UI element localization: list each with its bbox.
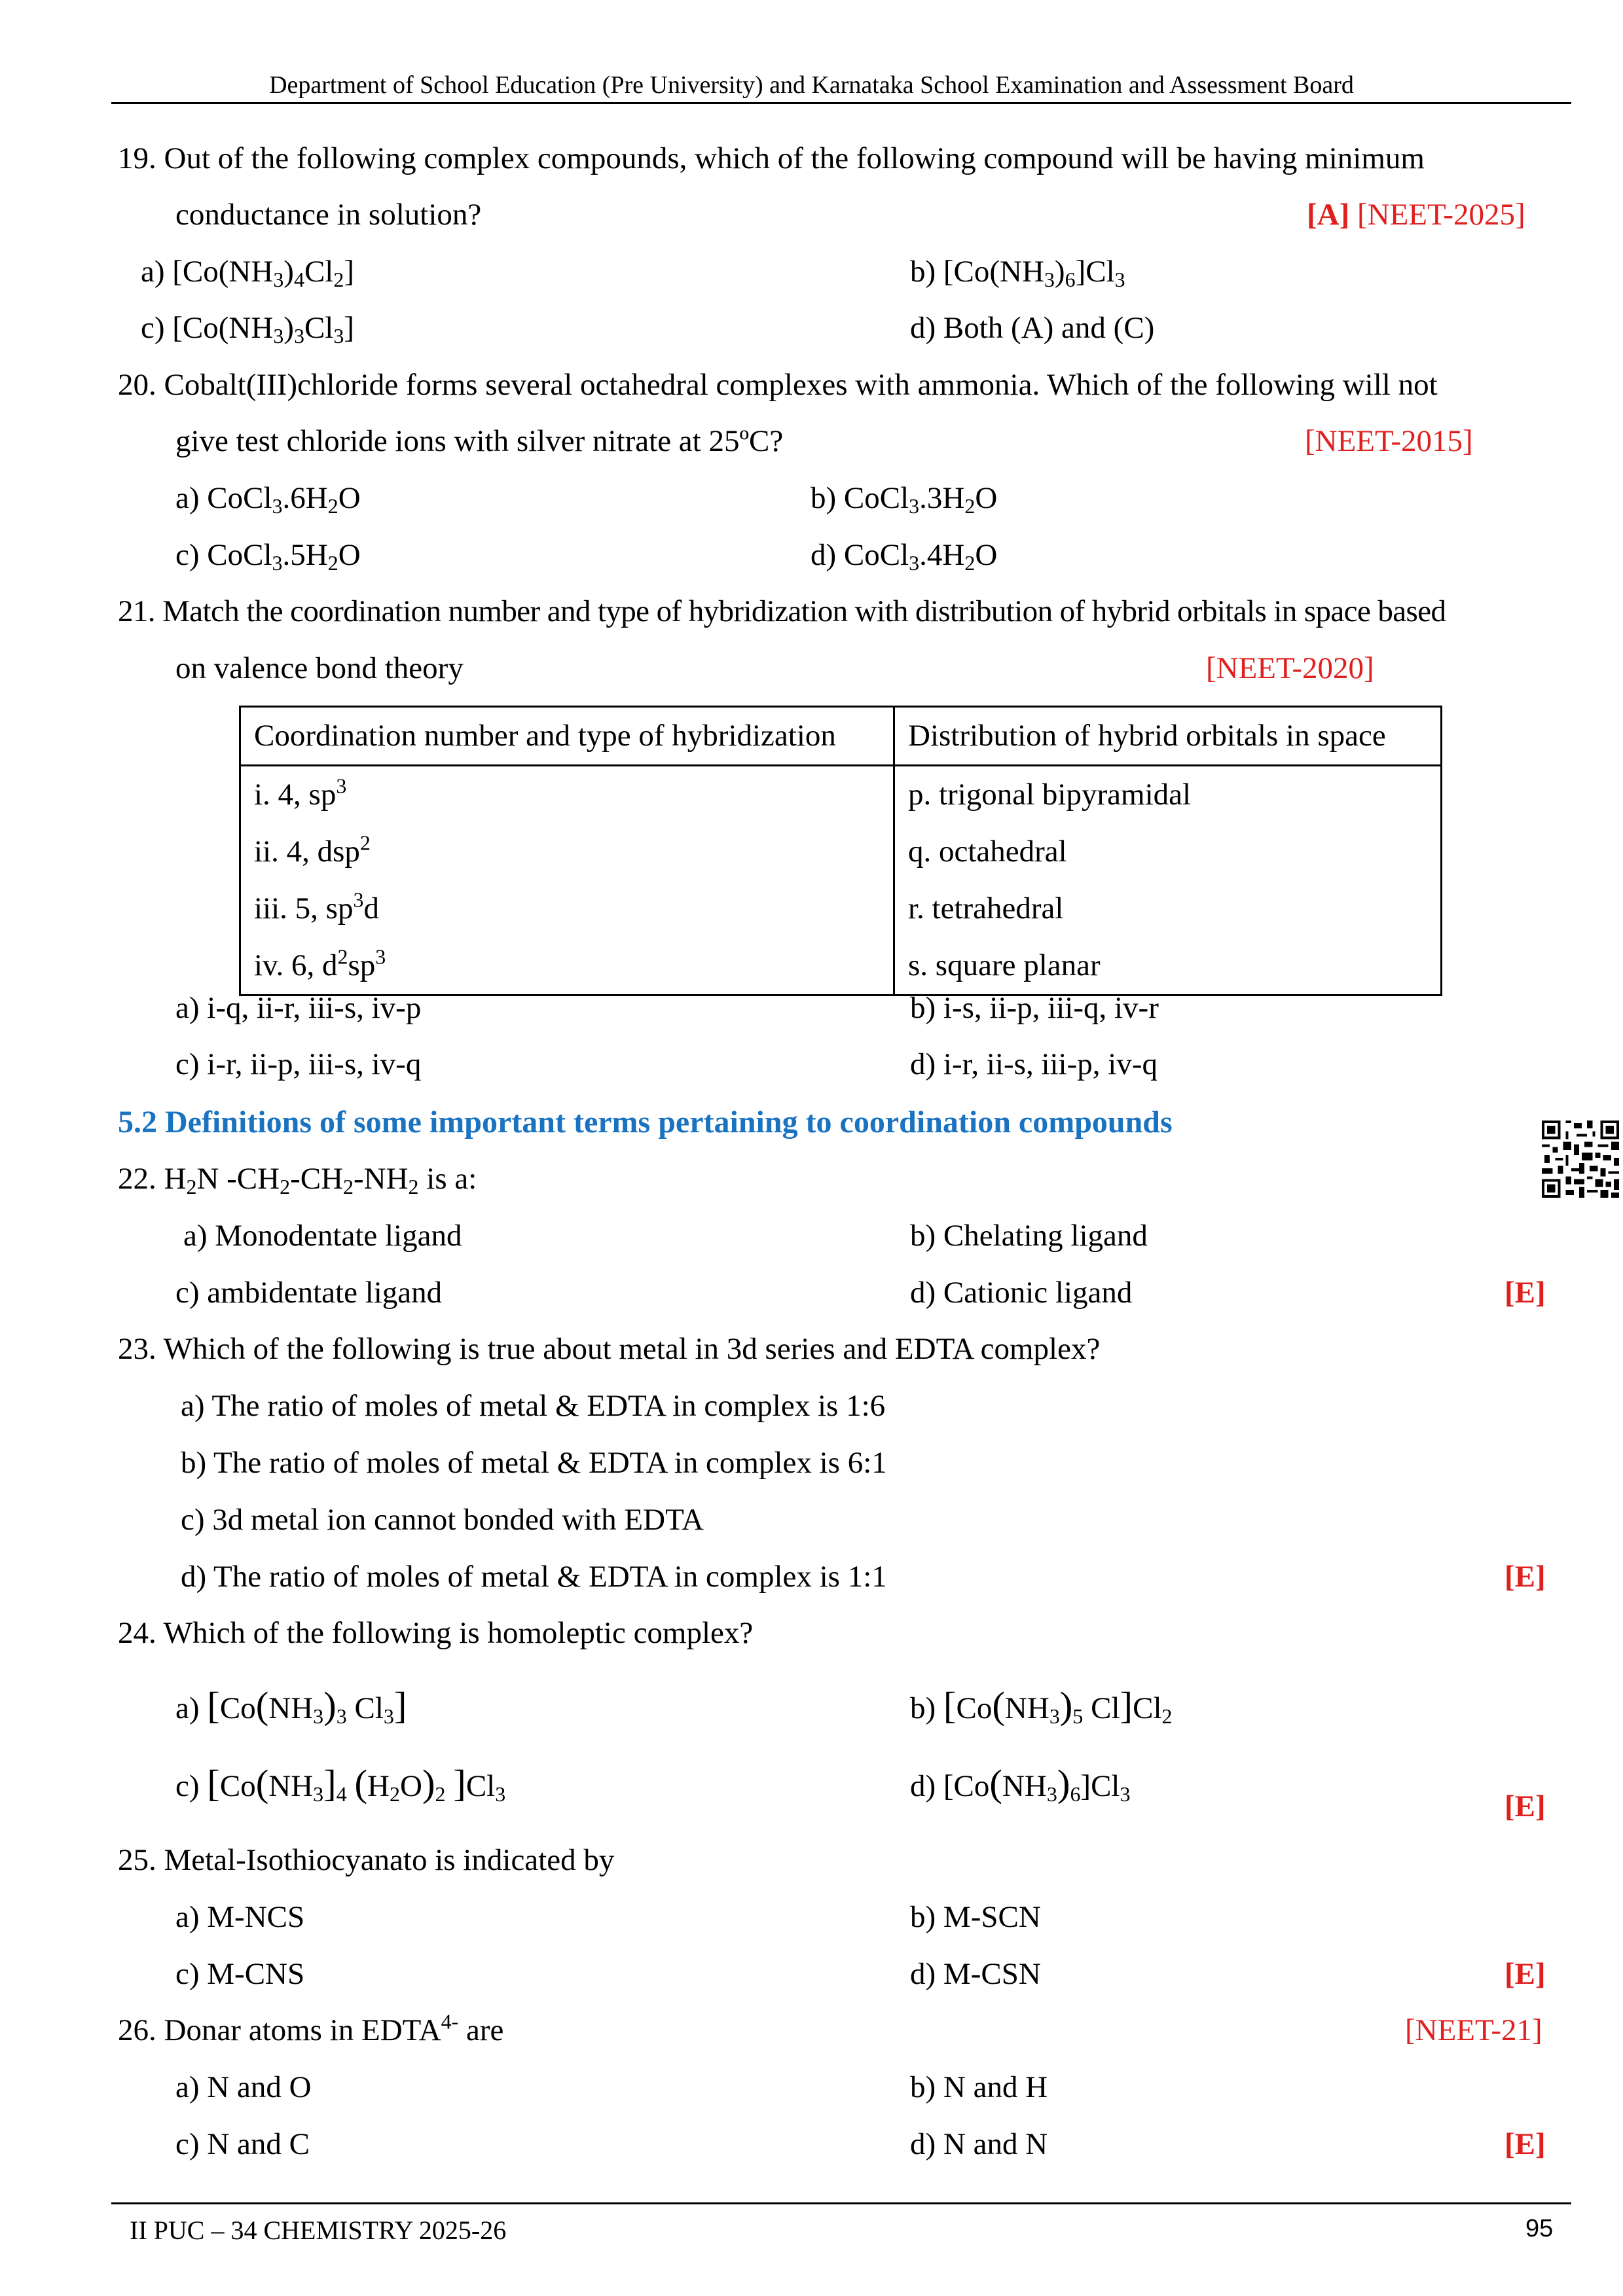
- q26-option-a: a) N and O: [175, 2070, 312, 2104]
- q19-question-line2: conductance in solution?: [175, 198, 482, 232]
- q19-option-b: b) $[Co(NH_3)_6]Cl_3$: [910, 255, 1125, 291]
- header-rule: [111, 102, 1571, 104]
- match-table: [239, 706, 1442, 996]
- table-cell-left: i. 4, $sp^3$: [240, 766, 894, 824]
- table-header-col2: Distribution of hybrid orbitals in space: [894, 707, 1442, 766]
- q26-question: 26. Donar atoms in $EDTA^{4-}$ are: [118, 2010, 504, 2047]
- q21-option-d: d) i-r, ii-s, iii-p, iv-q: [910, 1047, 1158, 1081]
- table-cell-right: p. trigonal bipyramidal: [894, 766, 1442, 824]
- q22-question: 22. $H_2N$ $-CH_2-CH_2-NH_2$ is a:: [118, 1162, 477, 1198]
- q23-option-d: d) The ratio of moles of metal & EDTA in complex is 1:1: [181, 1560, 887, 1594]
- q25-option-d: d) M-CSN: [910, 1957, 1041, 1991]
- q24-option-c: c) [$Co(NH_3]_4$ $(H_2O)_2$ ]$Cl_3$: [175, 1762, 506, 1806]
- q25-question: 25. Metal-Isothiocyanato is indicated by: [118, 1843, 615, 1877]
- q26-option-b: b) N and H: [910, 2070, 1048, 2104]
- q21-option-c: c) i-r, ii-p, iii-s, iv-q: [175, 1047, 422, 1081]
- q21-question-line1: 21. Match the coordination number and type of hybridization with distribution of hybrid orbitals in space based: [118, 594, 1446, 628]
- q24-tag: [E]: [1504, 1789, 1546, 1823]
- q25-tag: [E]: [1504, 1957, 1546, 1991]
- footer-title: II PUC – 34 CHEMISTRY 2025-26: [130, 2215, 507, 2245]
- table-cell-right: r. tetrahedral: [894, 880, 1442, 937]
- q19-answer-tag: [A] [NEET-2025]: [1307, 198, 1525, 232]
- q19-option-a: a) $[Co(NH_3)_4Cl_2]$: [141, 255, 354, 291]
- q19-option-c: c) $[Co(NH_3)_3Cl_3]$: [141, 311, 354, 348]
- table-row: [240, 766, 1442, 824]
- q23-option-b: b) The ratio of moles of metal & EDTA in complex is 6:1: [181, 1446, 887, 1480]
- q21-option-b: b) i-s, ii-p, iii-q, iv-r: [910, 991, 1159, 1025]
- q20-option-d: d) $CoCl_3.4H_2O$: [811, 538, 998, 575]
- table-cell-right: s. square planar: [894, 937, 1442, 996]
- q21-tag: [NEET-2020]: [1206, 651, 1374, 685]
- table-cell-left: iv. 6, $d^2sp^3$: [240, 937, 894, 996]
- table-cell-left: iii. 5, $sp^3d$: [240, 880, 894, 937]
- q19-option-d: d) Both (A) and (C): [910, 311, 1155, 345]
- q20-option-c: c) $CoCl_3.5H_2O$: [175, 538, 361, 575]
- table-header-col1: Coordination number and type of hybridization: [240, 707, 894, 766]
- q25-option-b: b) M-SCN: [910, 1900, 1041, 1934]
- q23-tag: [E]: [1504, 1560, 1546, 1594]
- q20-question-line2: give test chloride ions with silver nitrate at 25ºC?: [175, 424, 784, 458]
- q24-option-b: b) [$Co(NH_3)_5$ $Cl]Cl_2$: [910, 1684, 1173, 1728]
- footer-rule: [111, 2202, 1571, 2204]
- q22-option-c: c) ambidentate ligand: [175, 1276, 443, 1310]
- page-number: 95: [1525, 2215, 1554, 2242]
- q23-option-a: a) The ratio of moles of metal & EDTA in complex is 1:6: [181, 1389, 886, 1423]
- q25-option-c: c) M-CNS: [175, 1957, 305, 1991]
- table-row: [240, 823, 1442, 880]
- q19-question-line1: 19. Out of the following complex compounds, which of the following compound will be having minimum: [118, 141, 1425, 175]
- q22-option-d: d) Cationic ligand: [910, 1276, 1133, 1310]
- q22-tag: [E]: [1504, 1276, 1546, 1310]
- q22-option-a: a) Monodentate ligand: [183, 1219, 462, 1253]
- q20-tag: [NEET-2015]: [1305, 424, 1473, 458]
- table-cell-left: ii. 4, dsp$^2$: [240, 823, 894, 880]
- q23-question: 23. Which of the following is true about metal in 3d series and EDTA complex?: [118, 1332, 1101, 1366]
- section-heading: 5.2 Definitions of some important terms pertaining to coordination compounds: [118, 1105, 1173, 1139]
- q21-option-a: a) i-q, ii-r, iii-s, iv-p: [175, 991, 422, 1025]
- q20-option-a: a) $CoCl_3.6H_2O$: [175, 481, 361, 518]
- q24-option-d: d) $[Co(NH_3)_6]Cl_3$: [910, 1762, 1131, 1806]
- q24-option-a: a) [$Co(NH_3)_3$ $Cl_3$]: [175, 1684, 407, 1728]
- q26-option-d: d) N and N: [910, 2127, 1048, 2161]
- q26-tag: [NEET-21]: [1405, 2013, 1542, 2047]
- q23-option-c: c) 3d metal ion cannot bonded with EDTA: [181, 1503, 704, 1537]
- q20-option-b: b) $CoCl_3.3H_2O$: [811, 481, 998, 518]
- q26-answer: [E]: [1504, 2127, 1546, 2161]
- q26-option-c: c) N and C: [175, 2127, 310, 2161]
- q22-option-b: b) Chelating ligand: [910, 1219, 1148, 1253]
- table-row: [240, 880, 1442, 937]
- q25-option-a: a) M-NCS: [175, 1900, 305, 1934]
- table-row: [240, 937, 1442, 996]
- qr-code-icon[interactable]: [1542, 1121, 1619, 1198]
- page-header: Department of School Education (Pre University) and Karnataka School Examination and Assessment Board: [269, 71, 1354, 99]
- q20-question-line1: 20. Cobalt(III)chloride forms several octahedral complexes with ammonia. Which of the following will not: [118, 368, 1438, 402]
- q21-question-line2: on valence bond theory: [175, 651, 464, 685]
- table-cell-right: q. octahedral: [894, 823, 1442, 880]
- q24-question: 24. Which of the following is homoleptic complex?: [118, 1616, 754, 1650]
